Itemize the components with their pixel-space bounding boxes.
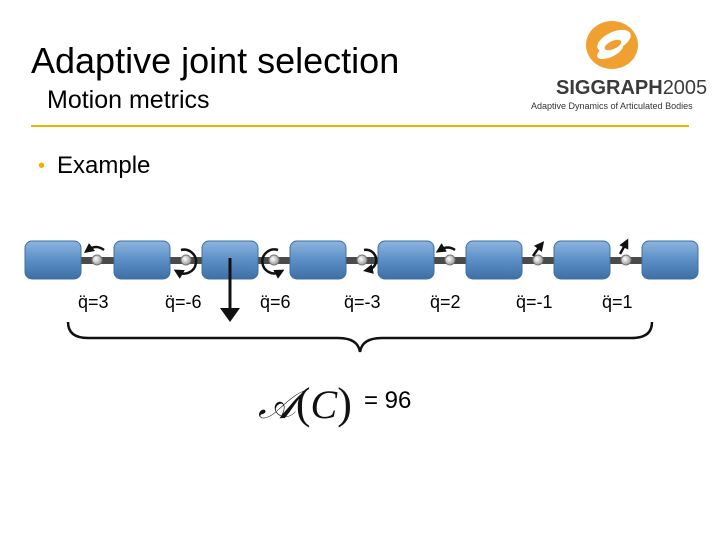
formula-close-paren: ): [337, 379, 352, 428]
chain-link: [642, 241, 698, 279]
chain-link: [466, 241, 522, 279]
slide-title: Adaptive joint selection: [31, 40, 400, 81]
joint-node: [269, 255, 279, 265]
chain-link: [554, 241, 610, 279]
bullet-text: Example: [57, 152, 151, 179]
joint-acceleration-label: q̈=-6: [165, 292, 202, 312]
formula-open-paren: (: [295, 379, 311, 428]
slide-subtitle: Motion metrics: [47, 86, 210, 114]
rotation-arrow-icon: [620, 243, 626, 254]
logo-name: SIGGRAPH: [556, 77, 663, 99]
chain-link: [114, 241, 170, 279]
joint-acceleration-label: q̈=1: [602, 292, 633, 312]
chain-link: [378, 241, 434, 279]
joint-node: [92, 255, 102, 265]
bullet-dot-icon: •: [38, 154, 46, 177]
joint-acceleration-labels: [78, 292, 633, 312]
summation-brace: [68, 322, 652, 352]
joint-acceleration-label: q̈=3: [78, 292, 109, 312]
conference-tagline: Adaptive Dynamics of Articulated Bodies: [531, 101, 693, 111]
joint-node: [445, 255, 455, 265]
joint-node: [357, 255, 367, 265]
joint-acceleration-label: q̈=-3: [344, 292, 381, 312]
joint-acceleration-label: q̈=-1: [516, 292, 553, 312]
rotation-arrow-icon: [88, 247, 104, 250]
joint-node: [621, 255, 631, 265]
joint-node: [533, 255, 543, 265]
rotation-arrow-icon: [533, 245, 541, 256]
rotation-arrow-icon: [440, 248, 455, 251]
logo-year: 2005: [662, 77, 708, 99]
joint-node: [181, 255, 191, 265]
activity-formula: [258, 378, 352, 429]
chain-link: [290, 241, 346, 279]
formula-result: = 96: [364, 387, 412, 414]
formula-argument: C: [310, 382, 338, 427]
formula-script-a: 𝒜: [258, 382, 296, 427]
chain-link: [25, 241, 81, 279]
joint-acceleration-label: q̈=6: [260, 292, 291, 312]
joint-acceleration-label: q̈=2: [430, 292, 461, 312]
